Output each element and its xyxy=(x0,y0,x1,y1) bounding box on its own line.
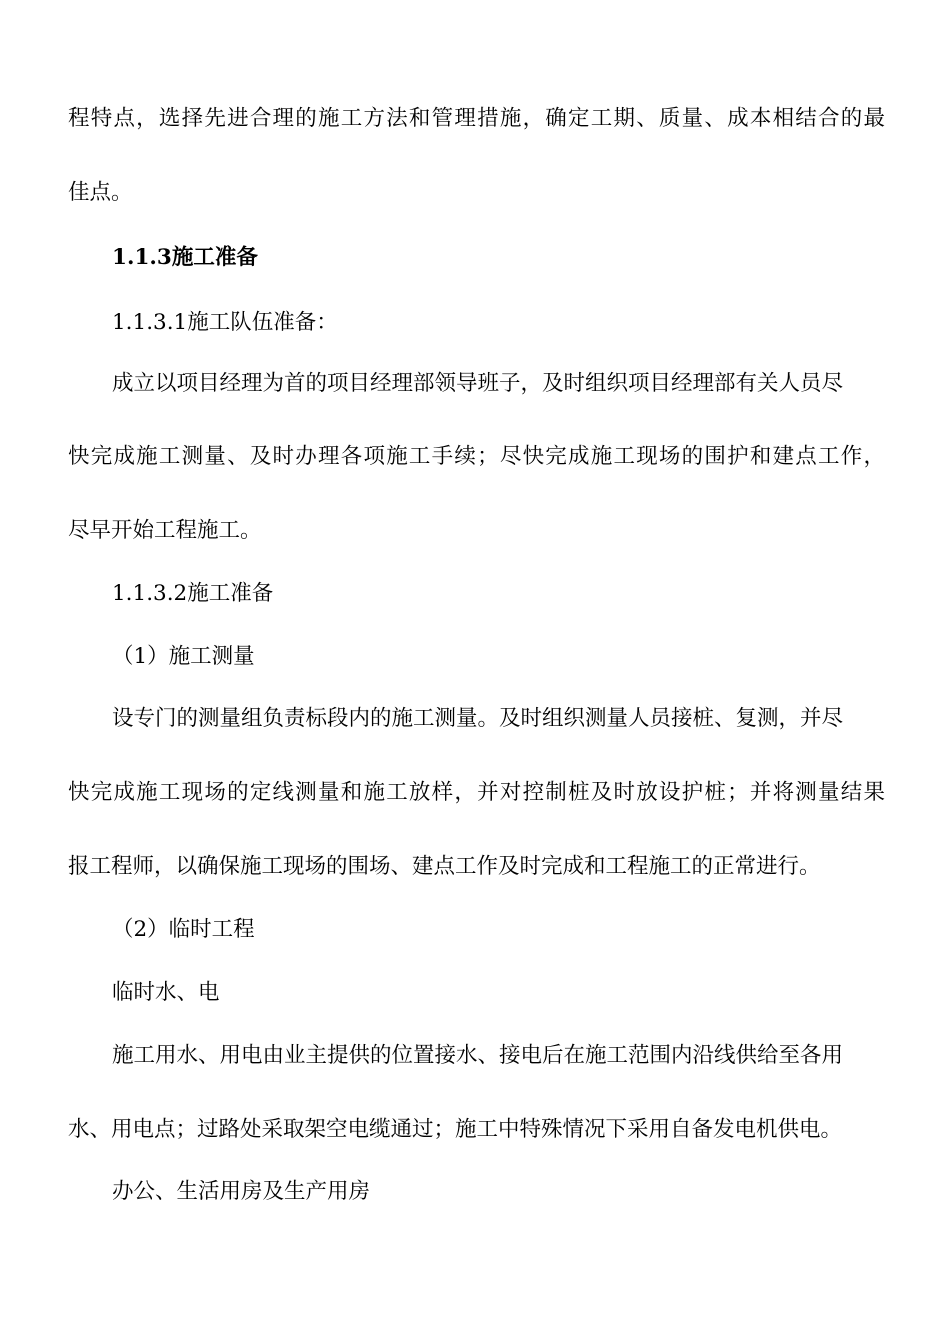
paragraph-line: 报工程师，以确保施工现场的围场、建点工作及时完成和工程施工的正常进行。 xyxy=(68,854,821,879)
paragraph-line: 施工用水、用电由业主提供的位置接水、接电后在施工范围内沿线供给至各用 xyxy=(112,1043,844,1068)
paragraph-line: 临时水、电 xyxy=(112,980,220,1005)
paragraph-line: 成立以项目经理为首的项目经理部领导班子，及时组织项目经理部有关人员尽 xyxy=(112,371,844,396)
paragraph-line: 办公、生活用房及生产用房 xyxy=(112,1179,371,1204)
item-heading: （1）施工测量 xyxy=(112,644,255,669)
section-heading: 1.1.3施工准备 xyxy=(112,245,258,270)
item-heading: （2）临时工程 xyxy=(112,917,255,942)
paragraph-line: 程特点，选择先进合理的施工方法和管理措施，确定工期、质量、成本相结合的最 xyxy=(68,106,885,131)
paragraph-line: 水、用电点；过路处采取架空电缆通过；施工中特殊情况下采用自备发电机供电。 xyxy=(68,1117,843,1142)
paragraph-line: 快完成施工现场的定线测量和施工放样，并对控制桩及时放设护桩；并将测量结果 xyxy=(68,780,885,805)
paragraph-line: 快完成施工测量、及时办理各项施工手续；尽快完成施工现场的围护和建点工作， xyxy=(68,444,885,469)
subsection-heading: 1.1.3.1施工队伍准备： xyxy=(112,310,338,335)
subsection-heading: 1.1.3.2施工准备 xyxy=(112,581,274,606)
paragraph-line: 尽早开始工程施工。 xyxy=(68,518,262,543)
paragraph-line: 佳点。 xyxy=(68,180,133,205)
paragraph-line: 设专门的测量组负责标段内的施工测量。及时组织测量人员接桩、复测，并尽 xyxy=(112,706,844,731)
